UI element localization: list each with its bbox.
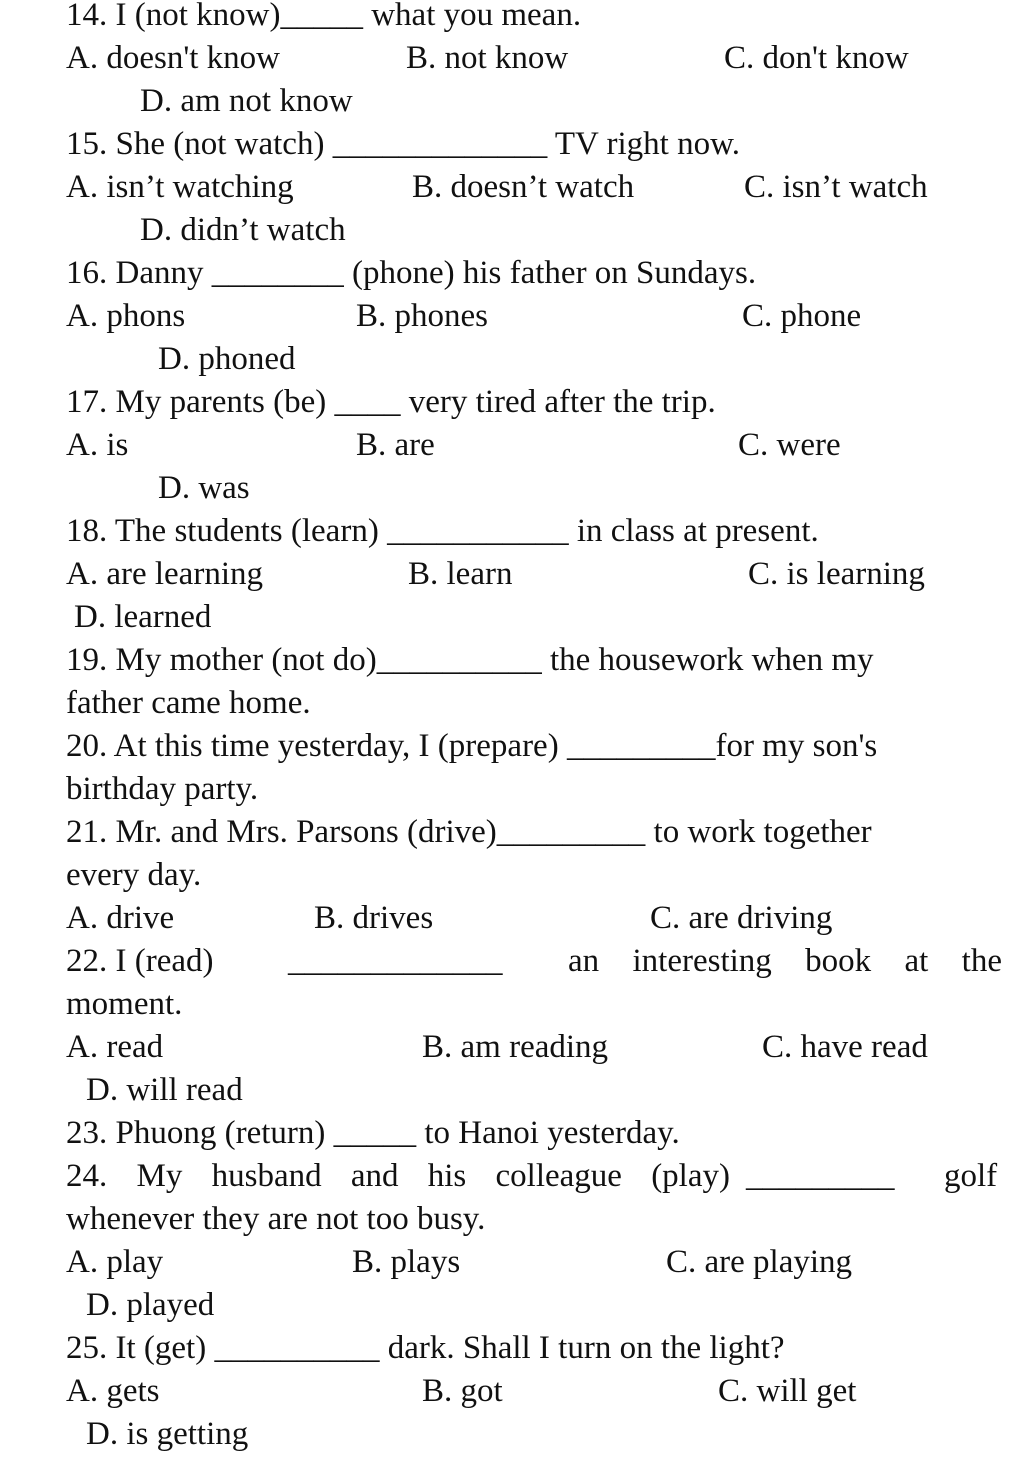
q25-stem-end: dark. Shall I turn on the light? xyxy=(387,1330,785,1366)
q14-stem-end: what you mean. xyxy=(371,0,582,33)
q16-option-b: B. phones xyxy=(356,298,488,334)
q25-option-c: C. will get xyxy=(718,1373,857,1409)
q17-blank: ____ xyxy=(334,384,401,420)
q18-blank: ___________ xyxy=(387,513,569,549)
q21-option-b: B. drives xyxy=(314,900,434,936)
q22-stem-end: an interesting book at the xyxy=(568,943,1002,979)
q24-stem-text-wrap xyxy=(66,1155,730,1198)
q15-option-b: B. doesn’t watch xyxy=(412,169,635,205)
q24-options xyxy=(0,1241,1024,1284)
q15-option-a: A. isn’t watching xyxy=(66,169,294,205)
q14-options xyxy=(0,37,1024,80)
q22-option-d: D. will read xyxy=(86,1072,243,1108)
q22-option-c: C. have read xyxy=(762,1029,928,1065)
q24-stem xyxy=(0,1155,1024,1198)
q14-option-a: A. doesn't know xyxy=(66,40,281,76)
q25-option-a: A. gets xyxy=(66,1373,160,1409)
q20-stem-cont: birthday party. xyxy=(66,771,259,807)
q22-blank: _____________ xyxy=(288,943,503,979)
q14-option-d: D. am not know xyxy=(140,83,353,119)
q21-stem-cont: every day. xyxy=(66,857,202,893)
q22-option-a: A. read xyxy=(66,1029,164,1065)
q24-stem-text: 24. My husband and his colleague (play) xyxy=(66,1158,730,1194)
q24-option-c: C. are playing xyxy=(666,1244,853,1280)
q21-option-c: C. are driving xyxy=(650,900,833,936)
q22-stem-cont: moment. xyxy=(66,986,183,1022)
q22-stem-end-wrap xyxy=(568,940,1002,983)
q16-stem xyxy=(66,252,756,295)
q25-option-d: D. is getting xyxy=(86,1416,249,1452)
q21-stem xyxy=(66,811,872,854)
q22-stem-text: 22. I (read) xyxy=(66,943,214,979)
q16-option-c: C. phone xyxy=(742,298,862,334)
q18-stem xyxy=(66,510,819,553)
q21-blank: _________ xyxy=(496,814,646,850)
q15-stem xyxy=(66,123,740,166)
q23-blank: _____ xyxy=(333,1115,417,1151)
q15-option-d: D. didn’t watch xyxy=(140,212,346,248)
q22-option-b: B. am reading xyxy=(422,1029,609,1065)
q14-option-c: C. don't know xyxy=(724,40,909,76)
q14-stem xyxy=(66,0,581,37)
q25-stem-text: 25. It (get) xyxy=(66,1330,207,1366)
q17-option-a: A. is xyxy=(66,427,129,463)
q25-options xyxy=(0,1370,1024,1413)
q14-blank: _____ xyxy=(280,0,363,33)
q20-blank: _________ xyxy=(566,728,716,764)
q25-option-b: B. got xyxy=(422,1373,503,1409)
q24-blank: _________ xyxy=(746,1158,895,1194)
q22-options xyxy=(0,1026,1024,1069)
q25-blank: __________ xyxy=(214,1330,380,1366)
q21-stem-text: 21. Mr. and Mrs. Parsons (drive) xyxy=(66,814,497,850)
q24-option-b: B. plays xyxy=(352,1244,461,1280)
q16-blank: ________ xyxy=(211,255,344,291)
q19-stem-end: the housework when my xyxy=(549,642,874,678)
q23-stem-end: to Hanoi yesterday. xyxy=(424,1115,680,1151)
q21-options xyxy=(0,897,1024,940)
q15-options xyxy=(0,166,1024,209)
q14-stem-text: 14. I (not know) xyxy=(66,0,281,33)
q24-stem-cont: whenever they are not too busy. xyxy=(66,1201,486,1237)
q19-stem-cont: father came home. xyxy=(66,685,311,721)
q17-option-b: B. are xyxy=(356,427,435,463)
q18-stem-text: 18. The students (learn) xyxy=(66,513,379,549)
q25-stem xyxy=(66,1327,785,1370)
q16-stem-end: (phone) his father on Sundays. xyxy=(351,255,757,291)
q16-option-a: A. phons xyxy=(66,298,186,334)
q20-stem xyxy=(66,725,877,768)
q17-stem-text: 17. My parents (be) xyxy=(66,384,327,420)
q18-options xyxy=(0,553,1024,596)
q17-stem-end: very tired after the trip. xyxy=(408,384,716,420)
q16-stem-text: 16. Danny xyxy=(66,255,204,291)
q17-stem xyxy=(66,381,716,424)
q14-option-b: B. not know xyxy=(406,40,569,76)
q17-option-d: D. was xyxy=(158,470,250,506)
q18-stem-end: in class at present. xyxy=(576,513,819,549)
q19-stem xyxy=(66,639,874,682)
q17-option-c: C. were xyxy=(738,427,841,463)
q20-stem-text: 20. At this time yesterday, I (prepare) xyxy=(66,728,559,764)
q16-option-d: D. phoned xyxy=(158,341,296,377)
q18-option-c: C. is learning xyxy=(748,556,925,592)
q19-stem-text: 19. My mother (not do) xyxy=(66,642,377,678)
q16-options xyxy=(0,295,1024,338)
q17-options xyxy=(0,424,1024,467)
q18-option-d: D. learned xyxy=(74,599,212,635)
q24-option-a: A. play xyxy=(66,1244,164,1280)
q24-stem-end: golf xyxy=(944,1158,998,1194)
q23-stem-text: 23. Phuong (return) xyxy=(66,1115,326,1151)
q15-stem-text: 15. She (not watch) xyxy=(66,126,325,162)
q24-option-d: D. played xyxy=(86,1287,215,1323)
q20-stem-end: for my son's xyxy=(715,728,878,764)
q19-blank: __________ xyxy=(376,642,542,678)
q18-option-a: A. are learning xyxy=(66,556,263,592)
q23-stem xyxy=(66,1112,680,1155)
q21-option-a: A. drive xyxy=(66,900,175,936)
q21-stem-end: to work together xyxy=(653,814,872,850)
q18-option-b: B. learn xyxy=(408,556,513,592)
q15-stem-end: TV right now. xyxy=(554,126,741,162)
q15-blank: _____________ xyxy=(332,126,548,162)
q22-stem xyxy=(0,940,1024,983)
q15-option-c: C. isn’t watch xyxy=(744,169,928,205)
